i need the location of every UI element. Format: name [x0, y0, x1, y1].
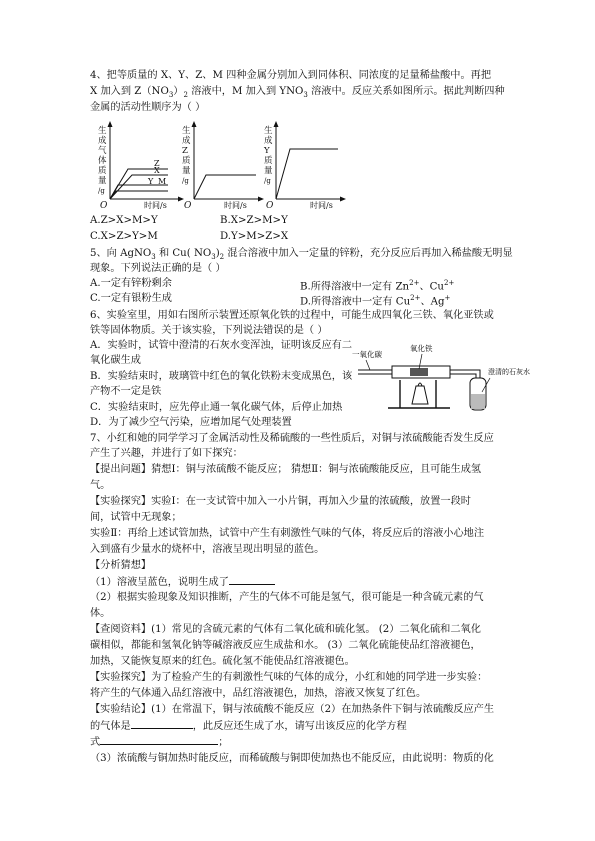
graph-z-mass — [172, 119, 264, 209]
graph1-ylabel-3: 气 — [98, 146, 107, 156]
graph1-ylabel-5: 质 — [98, 166, 107, 176]
q7-reference-line1: 【查阅资料】(1）常见的含硫元素的气体有二氧化硫和硫化氢。 (2）二氧化硫和二氧化 — [90, 624, 481, 635]
q7-conclusion-line4: （3）浓硫酸与铜加热时能反应，而稀硫酸与铜即使加热也不能反应，由此说明：物质的化 — [90, 753, 494, 764]
label-iron-oxide: 氧化铁 — [410, 344, 433, 353]
q7-exp2-line1: 实验Ⅱ：再给上述试管加热，试管中产生有刺激性气味的气体，将反应后的溶液小心地注 — [90, 528, 485, 539]
graph3-curve — [276, 149, 338, 199]
q7-analysis-2-line1: （2）根据实验现象及知识推断，产生的气体不可能是氢气，很可能是一种含硫元素的气 — [90, 592, 484, 603]
graph-y-mass — [254, 119, 346, 209]
q6-line1: 6、实验室里，用如右图所示装置还原氧化铁的过程中，可能生成四氧化三铁、氧化亚铁或 — [90, 310, 494, 321]
graph3-origin: O — [266, 201, 274, 211]
graph2-curve — [194, 175, 256, 199]
graph1-curve-m — [110, 191, 168, 199]
q7-exp3-line2: 将产生的气体通入品红溶液中，品红溶液褪色，加热，溶液又恢复了红色。 — [90, 688, 427, 699]
q5-option-a: A.一定有锌粉剩余 — [90, 278, 172, 289]
q5-option-d: D.所得溶液中一定有 $Cu^{2+}$、Ag+ — [300, 294, 451, 308]
graph2-ylabel-3: Z — [182, 146, 188, 156]
graph2-ylabel-6: /g — [182, 177, 189, 185]
graph1-label-y: Y — [148, 177, 154, 186]
q6-line2: 铁等固体物质。关于该实验，下列说法错误的是（ ） — [90, 325, 328, 336]
answer-blank-3[interactable] — [100, 735, 218, 745]
q7-reference-line3: 加热，又能恢复原来的红色。硫化氢不能使品红溶液褪色。 — [90, 656, 355, 667]
q7-conclusion-line1: 【实验结论】(1）在常温下，铜与浓硫酸不能反应（2）在加热条件下铜与浓硫酸反应产生 — [90, 704, 495, 715]
alcohol-lamp — [412, 386, 428, 404]
q5-option-c: C.一定有银粉生成 — [90, 293, 172, 304]
q5-line1: 5、向 AgNO$_3$ 和 Cu( $NO_3)_2$ 混合溶液中加入一定量的锌粉，充分反应后再加入稀盐酸无明显 — [90, 248, 513, 262]
q5-line2: 现象。下列说法正确的是（ ） — [90, 263, 226, 274]
q6-option-c: C．实验结束时，应先停止通一氧化碳气体，后停止加热 — [90, 402, 343, 413]
graph3-ylabel-2: 成 — [264, 136, 273, 146]
q7-conclusion-line3: 式 ； — [90, 737, 229, 748]
label-carbon-monoxide: 一氧化碳 — [352, 350, 382, 359]
graph1-xlabel: 时间/s — [144, 201, 167, 210]
graph3-ylabel-4: 质 — [264, 156, 273, 166]
graph1-ylabel-2: 成 — [98, 136, 107, 146]
q7-line1: 7、小红和她的同学学习了金属活动性及稀硫酸的一些性质后，对铜与浓硫酸能否发生反应 — [90, 433, 494, 444]
q7-line2: 产生了兴趣，并进行了如下探究： — [90, 448, 243, 459]
q6-option-a-line2: 氧化碳生成 — [90, 355, 141, 366]
q6-option-a-line1: A．实验时，试管中澄清的石灰水变浑浊，证明该反应有二 — [90, 340, 353, 351]
graph1-ylabel-1: 生 — [98, 126, 107, 136]
label-limewater: 澄清的石灰水 — [488, 368, 530, 376]
iron-oxide-sample — [410, 368, 428, 376]
graph1-label-z: Z — [154, 159, 160, 168]
q7-analysis-2-line2: 体。 — [90, 608, 111, 619]
graph3-ylabel-1: 生 — [264, 126, 273, 136]
graph2-xlabel: 时间/s — [224, 201, 247, 210]
graph1-curve-y — [110, 185, 168, 199]
q4-line3: 金属的活动性顺序为（ ） — [90, 102, 206, 113]
graph2-ylabel-1: 生 — [182, 126, 191, 136]
q4-option-a: A.Z>X>M>Y — [90, 215, 158, 226]
q7-hypothesis-line2: 气。 — [90, 480, 111, 491]
q4-line2: X 加入到 $Z(NO_3)_2$ 溶液中，M 加入到 $YNO_3$ 溶液中。反应关系如图所示。据此判断四种 — [90, 86, 505, 100]
graph3-ylabel-5: 量 — [264, 166, 273, 176]
graph3-ylabel-6: /g — [264, 177, 271, 185]
graph2-origin: O — [184, 201, 192, 211]
graph2-ylabel-2: 成 — [182, 136, 191, 146]
q4-option-c: C.X>Z>Y>M — [90, 231, 158, 242]
q7-analysis-1: （1）溶液呈蓝色，说明生成了 — [90, 575, 275, 589]
q6-option-b-line1: B．实验结束时，玻璃管中红色的氧化铁粉末变成黑色，该 — [90, 371, 353, 382]
co-reduction-apparatus-figure — [352, 340, 530, 414]
limewater — [471, 394, 485, 409]
q4-option-b: B.X>Z>M>Y — [220, 215, 288, 226]
graph1-ylabel-4: 体 — [98, 156, 107, 166]
q7-exp2-line2: 入到盛有少量水的烧杯中，溶液呈现出明显的蓝色。 — [90, 544, 325, 555]
answer-blank-2[interactable] — [131, 719, 193, 729]
q7-exp1-line2: 间，试管中无现象； — [90, 512, 182, 523]
graph-gas-mass — [88, 119, 184, 209]
q6-option-d: D．为了减少空气污染，应增加尾气处理装置 — [90, 417, 292, 428]
graph1-ylabel-6: 量 — [98, 176, 107, 186]
q7-hypothesis-line1: 【提出问题】猜想Ⅰ：铜与浓硫酸不能反应； 猜想Ⅱ：铜与浓硫酸能反应，且可能生成氢 — [90, 464, 482, 475]
graph1-label-m: M — [158, 177, 167, 186]
q4-line1: 4、把等质量的 X、Y、Z、M 四种金属分别加入到同体积、同浓度的足量稀盐酸中。再把 — [90, 70, 492, 81]
q7-reference-line2: 碳相似，都能和氢氧化钠等碱溶液反应生成盐和水。 (3）二氧化硫能使品红溶液褪色， — [90, 640, 481, 651]
graph2-ylabel-4: 质 — [182, 156, 191, 166]
graph1-ylabel-7: /g — [98, 187, 105, 195]
q7-exp3-line1: 【实验探究】为了检验产生的有刺激性气味的气体的成分，小红和她的同学进一步实验： — [90, 672, 488, 683]
answer-blank-1[interactable] — [229, 575, 275, 585]
graph3-ylabel-3: Y — [264, 146, 270, 156]
q7-analysis-heading: 【分析猜想】 — [90, 560, 152, 571]
graph2-ylabel-5: 量 — [182, 166, 191, 176]
q5-option-b: B.所得溶液中一定有 $Zn^{2+}$、$Cu^{2+}$ — [300, 279, 455, 293]
q7-exp1-line1: 【实验探究】实验Ⅰ：在一支试管中加入一小片铜，再加入少量的浓硫酸，放置一段时 — [90, 496, 471, 507]
q6-option-b-line2: 产物不一定是铁 — [90, 386, 162, 397]
graph1-origin: O — [100, 201, 108, 211]
q7-conclusion-line2: 的气体是 ，此反应还生成了水，请写出该反应的化学方程 — [90, 721, 407, 732]
graph1-label-x: X — [154, 166, 160, 175]
graph3-xlabel: 时间/s — [310, 201, 333, 210]
q4-option-d: D.Y>M>Z>X — [220, 231, 289, 242]
